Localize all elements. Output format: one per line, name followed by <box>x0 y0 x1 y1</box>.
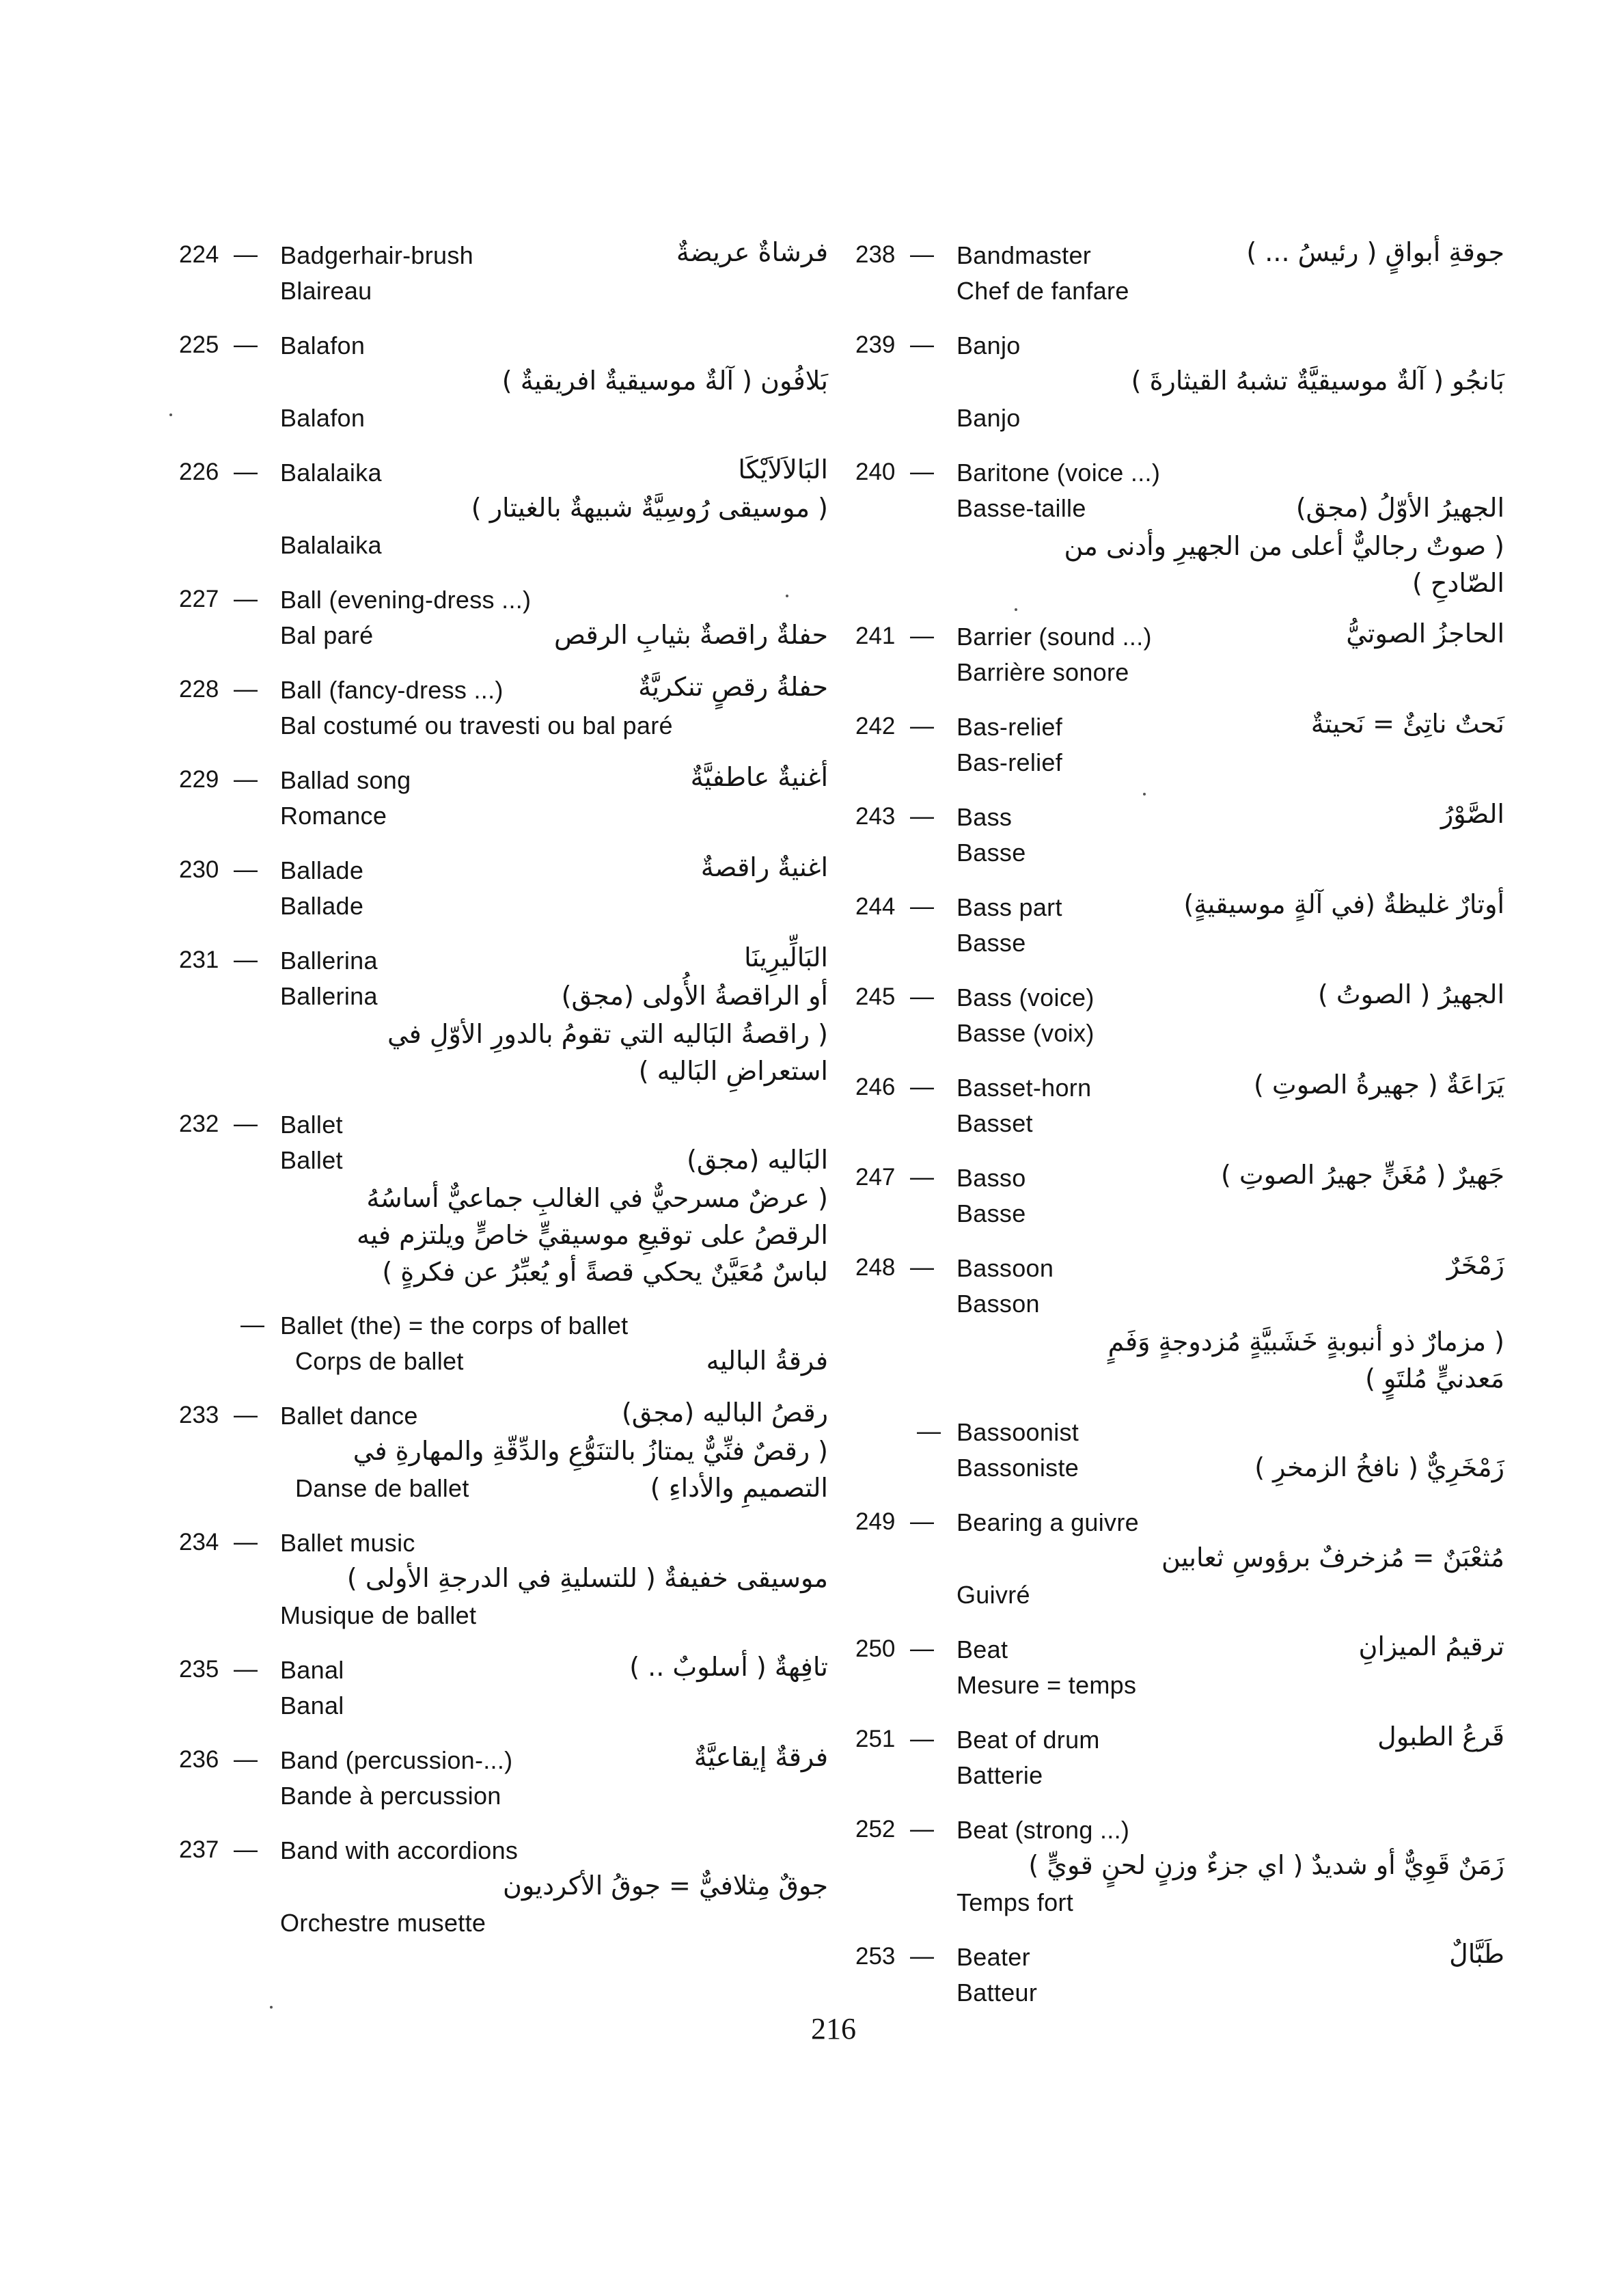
entry-number: 247 <box>855 1164 896 1191</box>
english-term: Ballet (the) = the corps of ballet <box>280 1311 629 1340</box>
english-term: Ballad song <box>280 766 411 794</box>
arabic-term: الجهيرُ الأوّلُ (مجق) <box>1295 493 1504 523</box>
french-term: Basse (voix) <box>956 1019 1095 1047</box>
arabic-term: تافِهةٌ ( أسلوبٌ .. ) <box>629 1652 828 1682</box>
french-term: Banjo <box>956 404 1021 432</box>
entry-245 <box>855 978 1504 1055</box>
arabic-term: الصَّوْرُ <box>1440 799 1504 829</box>
entry-dash: — <box>910 331 934 358</box>
english-term: Band with accordions <box>280 1836 519 1864</box>
entry-dash: — <box>910 1254 934 1281</box>
arabic-definition: ( صوتٌ رجاليٌّ أعلى من الجهيرِ وأدنى من <box>1064 531 1504 561</box>
entry-dash: — <box>240 1311 264 1338</box>
entry-dash: — <box>234 856 258 883</box>
english-term: Ballade <box>280 856 364 884</box>
entry-231 <box>179 941 828 1091</box>
french-term: Basson <box>956 1290 1040 1318</box>
arabic-term: يَرَاعَةٌ ( جهيرةُ الصوتِ ) <box>1254 1070 1504 1100</box>
english-term: Bearing a guivre <box>956 1508 1139 1536</box>
english-term: Banal <box>280 1656 344 1684</box>
entry-ballet-the <box>179 1306 828 1383</box>
entry-dash: — <box>234 586 258 612</box>
entry-dash: — <box>234 331 258 358</box>
french-term: Banal <box>280 1691 344 1719</box>
entry-number: 238 <box>855 241 896 268</box>
scan-speck <box>270 2006 273 2009</box>
entry-250 <box>855 1630 1504 1707</box>
entry-dash: — <box>910 1635 934 1662</box>
entry-number: 244 <box>855 893 896 920</box>
arabic-term: جَهيرٌ ( مُغَنٍّ جهيرُ الصوتِ ) <box>1220 1160 1504 1190</box>
entry-number: 248 <box>855 1254 896 1281</box>
entry-number: 237 <box>179 1836 219 1863</box>
french-term: Danse de ballet <box>295 1474 469 1502</box>
french-term: Bal paré <box>280 621 374 649</box>
arabic-term: جوقٌ مِثلافيٌّ = جوقُ الأكرديون <box>502 1871 828 1901</box>
english-term: Ballet <box>280 1111 343 1139</box>
english-term: Bas-relief <box>956 713 1063 741</box>
entry-number: 242 <box>855 713 896 739</box>
entry-dash: — <box>234 676 258 703</box>
entry-dash: — <box>910 1943 934 1970</box>
french-term: Musique de ballet <box>280 1601 477 1629</box>
entry-dash: — <box>910 1164 934 1191</box>
arabic-term: موسيقى خفيفةٌ ( للتسليةِ في الدرجةِ الأولى ) <box>346 1563 828 1593</box>
entry-227 <box>179 580 828 657</box>
french-term: Romance <box>280 802 387 830</box>
arabic-term: الجهيرُ ( الصوتُ ) <box>1318 979 1504 1009</box>
entry-number: 253 <box>855 1943 896 1970</box>
english-term: Bass <box>956 803 1013 831</box>
english-term: Barrier (sound ...) <box>956 623 1152 651</box>
entry-dash: — <box>910 803 934 830</box>
entry-number: 251 <box>855 1726 896 1752</box>
arabic-term: الحاجزُ الصوتيُّ <box>1346 618 1504 649</box>
arabic-term: ترقيمُ الميزانِ <box>1358 1631 1504 1661</box>
entry-number: 236 <box>179 1746 219 1773</box>
arabic-term: أغنيةٌ عاطفيَّةٌ <box>690 762 828 792</box>
entry-253 <box>855 1938 1504 2014</box>
arabic-definition-cont: الصّادحِ ) <box>1412 568 1504 598</box>
entry-number: 245 <box>855 983 896 1010</box>
english-term: Bassoonist <box>956 1418 1079 1446</box>
arabic-term-alt: أو الراقصةُ الأُولى (مجق) <box>561 981 828 1011</box>
entry-dash: — <box>234 766 258 793</box>
entry-dash: — <box>234 459 258 485</box>
french-term: Basse-taille <box>956 494 1086 522</box>
entry-249 <box>855 1503 1504 1616</box>
entry-dash: — <box>910 713 934 739</box>
entry-233 <box>179 1396 828 1510</box>
entry-number: 233 <box>179 1402 219 1428</box>
entry-236 <box>179 1741 828 1817</box>
entry-244 <box>855 888 1504 964</box>
entry-246 <box>855 1068 1504 1145</box>
french-term: Mesure = temps <box>956 1671 1137 1699</box>
french-term: Guivré <box>956 1581 1030 1609</box>
french-term: Bassoniste <box>956 1454 1079 1482</box>
english-term: Bass part <box>956 893 1062 921</box>
english-term: Beat (strong ...) <box>956 1816 1130 1844</box>
entry-234 <box>179 1523 828 1637</box>
english-term: Ballet dance <box>280 1402 418 1430</box>
entry-number: 229 <box>179 766 219 793</box>
arabic-term: زَمَنٌ قَوِيٌّ أو شديدٌ ( اي جزءٌ وزنٍ لحنٍ قويٍّ ) <box>1028 1850 1504 1880</box>
arabic-term: رقصُ الباليه (مجق) <box>621 1398 828 1428</box>
english-term: Ball (evening-dress ...) <box>280 586 532 614</box>
entry-224 <box>179 236 828 312</box>
entry-226 <box>179 453 828 567</box>
arabic-definition-cont: التصميمِ والأداءِ ) <box>650 1473 828 1503</box>
english-term: Beat <box>956 1635 1008 1663</box>
entry-dash: — <box>910 623 934 649</box>
french-term: Bande à percussion <box>280 1782 501 1810</box>
entry-number: 227 <box>179 586 219 612</box>
entry-dash: — <box>234 241 258 268</box>
arabic-term: نَحتٌ ناتِئٌ = نَحيتةٌ <box>1310 709 1504 739</box>
entry-243 <box>855 798 1504 874</box>
entry-number: 252 <box>855 1816 896 1843</box>
entry-number: 235 <box>179 1656 219 1683</box>
arabic-definition-end: لباسٌ مُعَيَّنٌ يحكي قصةً أو يُعبِّرُ عن فكرةٍ ) <box>382 1257 828 1287</box>
entry-number: 240 <box>855 459 896 485</box>
entry-238 <box>855 236 1504 312</box>
french-term: Ballerina <box>280 982 378 1010</box>
english-term: Banjo <box>956 331 1021 359</box>
entry-230 <box>179 851 828 927</box>
french-term: Corps de ballet <box>295 1347 464 1375</box>
french-term: Batterie <box>956 1761 1043 1789</box>
entry-dash: — <box>234 1836 258 1863</box>
entry-dash: — <box>910 1074 934 1100</box>
entry-number: 239 <box>855 331 896 358</box>
english-term: Basset-horn <box>956 1074 1092 1102</box>
entry-number: 243 <box>855 803 896 830</box>
entry-dash: — <box>910 1816 934 1843</box>
entry-232 <box>179 1105 828 1292</box>
entry-242 <box>855 707 1504 784</box>
arabic-term: البَاليه (مجق) <box>687 1145 828 1175</box>
english-term: Badgerhair-brush <box>280 241 473 269</box>
english-term: Beat of drum <box>956 1726 1100 1754</box>
french-term: Basset <box>956 1109 1033 1137</box>
right-column <box>855 236 1504 2028</box>
english-term: Band (percussion-...) <box>280 1746 513 1774</box>
entry-dash: — <box>234 1656 258 1683</box>
entry-dash: — <box>234 1402 258 1428</box>
entry-number: 228 <box>179 676 219 703</box>
french-term: Bal costumé ou travesti ou bal paré <box>280 711 673 739</box>
entry-247 <box>855 1158 1504 1235</box>
arabic-definition: ( راقصةُ البَاليه التي تقومُ بالدورِ الأوّلِ في <box>387 1019 828 1049</box>
arabic-term: بَلافُون ( آلةٌ موسيقيةٌ افريقيةٌ ) <box>501 366 828 396</box>
arabic-term: البَالِّيرِينَا <box>744 942 828 973</box>
entry-number: 231 <box>179 947 219 973</box>
arabic-term: مُثعْبَنٌ = مُزخرفٌ برؤوسِ ثعابين <box>1161 1542 1504 1573</box>
english-term: Ballet music <box>280 1529 415 1557</box>
french-term: Basse <box>956 1199 1026 1227</box>
entry-240 <box>855 453 1504 603</box>
arabic-term: طَبَّالٌ <box>1449 1939 1504 1969</box>
entry-237 <box>179 1831 828 1944</box>
arabic-term: قَرعُ الطبول <box>1377 1722 1504 1752</box>
scan-speck <box>169 413 172 416</box>
english-term: Basso <box>956 1164 1026 1192</box>
french-term: Basse <box>956 929 1026 957</box>
entry-dash: — <box>917 1418 941 1445</box>
arabic-definition: ( مزمارٌ ذو أنبوبةٍ خَشَبيَّةٍ مُزدوجةٍ وَفَمٍ <box>1107 1327 1504 1357</box>
entry-229 <box>179 761 828 837</box>
entry-dash: — <box>234 947 258 973</box>
english-term: Ball (fancy-dress ...) <box>280 676 504 704</box>
french-term: Temps fort <box>956 1888 1074 1916</box>
entry-225 <box>179 326 828 439</box>
entry-number: 246 <box>855 1074 896 1100</box>
entry-239 <box>855 326 1504 439</box>
arabic-term: فرقةُ الباليه <box>706 1346 828 1376</box>
arabic-term: حفلةُ رقصٍ تنكريَّةٌ <box>638 672 828 702</box>
french-term: Balalaika <box>280 531 382 559</box>
scan-speck <box>786 595 788 597</box>
entry-235 <box>179 1650 828 1727</box>
english-term: Bass (voice) <box>956 983 1095 1011</box>
arabic-term: البَالاَلاَيْكَا <box>738 454 828 485</box>
arabic-term: بَانجُو ( آلةٌ موسيقيَّةٌ تشبهُ القيثارةَ ) <box>1131 366 1504 396</box>
entry-dash: — <box>910 983 934 1010</box>
entry-dash: — <box>910 1726 934 1752</box>
french-term: Blaireau <box>280 277 372 305</box>
entry-bassoonist <box>855 1413 1504 1489</box>
english-term: Balafon <box>280 331 366 359</box>
entry-241 <box>855 617 1504 694</box>
arabic-term: فرقةٌ إيقاعيَّةٌ <box>693 1742 828 1772</box>
arabic-definition: ( رقصٌ فنِّيٌّ يمتازُ بالتنَوُّعِ والدِّقّةِ والمهارةِ في <box>353 1436 828 1466</box>
arabic-term: اغنيةٌ راقصةٌ <box>700 852 828 882</box>
entry-number: 234 <box>179 1529 219 1555</box>
entry-dash: — <box>234 1746 258 1773</box>
arabic-term: زَمْخَرٌ <box>1446 1250 1504 1280</box>
scan-speck <box>1143 793 1146 796</box>
arabic-term: أوتارٌ غليظةٌ (في آلةٍ موسيقيةٍ) <box>1183 889 1504 919</box>
french-term: Bas-relief <box>956 748 1063 776</box>
entry-251 <box>855 1720 1504 1797</box>
entry-dash: — <box>234 1529 258 1555</box>
entry-dash: — <box>910 1508 934 1535</box>
entry-number: 230 <box>179 856 219 883</box>
entry-number: 241 <box>855 623 896 649</box>
english-term: Beater <box>956 1943 1030 1971</box>
entry-number: 226 <box>179 459 219 485</box>
french-term: Orchestre musette <box>280 1909 486 1937</box>
french-term: Ballade <box>280 892 364 920</box>
arabic-term: جوقةِ أبواقٍ ( رئيسُ ... ) <box>1246 237 1504 267</box>
scan-speck <box>1015 608 1017 611</box>
english-term: Baritone (voice ...) <box>956 459 1161 487</box>
entry-252 <box>855 1810 1504 1924</box>
entry-number: 249 <box>855 1508 896 1535</box>
french-term: Batteur <box>956 1979 1038 2007</box>
arabic-term: زَمْخَرِيٌّ ( نافخُ الزمخرِ ) <box>1254 1452 1504 1482</box>
entry-228 <box>179 670 828 747</box>
english-term: Balalaika <box>280 459 382 487</box>
french-term: Balafon <box>280 404 366 432</box>
left-column <box>179 236 828 1958</box>
arabic-term: فرشاةٌ عريضةٌ <box>676 237 828 267</box>
entry-dash: — <box>910 459 934 485</box>
arabic-definition: ( عرضٌ مسرحيٌّ في الغالبِ جماعيٌّ أساسُهُ <box>366 1183 828 1213</box>
english-term: Bassoon <box>956 1254 1054 1282</box>
french-term: Barrière sonore <box>956 658 1129 686</box>
english-term: Bandmaster <box>956 241 1092 269</box>
page-number: 216 <box>811 2012 856 2045</box>
french-term: Chef de fanfare <box>956 277 1129 305</box>
french-term: Ballet <box>280 1146 343 1174</box>
entry-number: 224 <box>179 241 219 268</box>
arabic-definition-cont: الرقصُ على توقيعِ موسيقيٍّ خاصٍّ ويلتزم فيه <box>357 1220 828 1250</box>
entry-dash: — <box>910 893 934 920</box>
arabic-term: حفلةٌ راقصةٌ بثيابِ الرقص <box>554 620 828 650</box>
arabic-definition: ( موسيقى رُوسِيَّةٌ شبيهةٌ بالغيتار ) <box>471 493 828 523</box>
entry-dash: — <box>234 1111 258 1137</box>
entry-248 <box>855 1249 1504 1399</box>
arabic-definition-cont: استعراضِ البَاليه ) <box>638 1056 828 1086</box>
entry-number: 232 <box>179 1111 219 1137</box>
french-term: Basse <box>956 839 1026 867</box>
english-term: Ballerina <box>280 947 378 975</box>
entry-dash: — <box>910 241 934 268</box>
arabic-definition-cont: مَعدنيٍّ مُلتَوٍ ) <box>1365 1363 1504 1393</box>
entry-number: 250 <box>855 1635 896 1662</box>
entry-number: 225 <box>179 331 219 358</box>
